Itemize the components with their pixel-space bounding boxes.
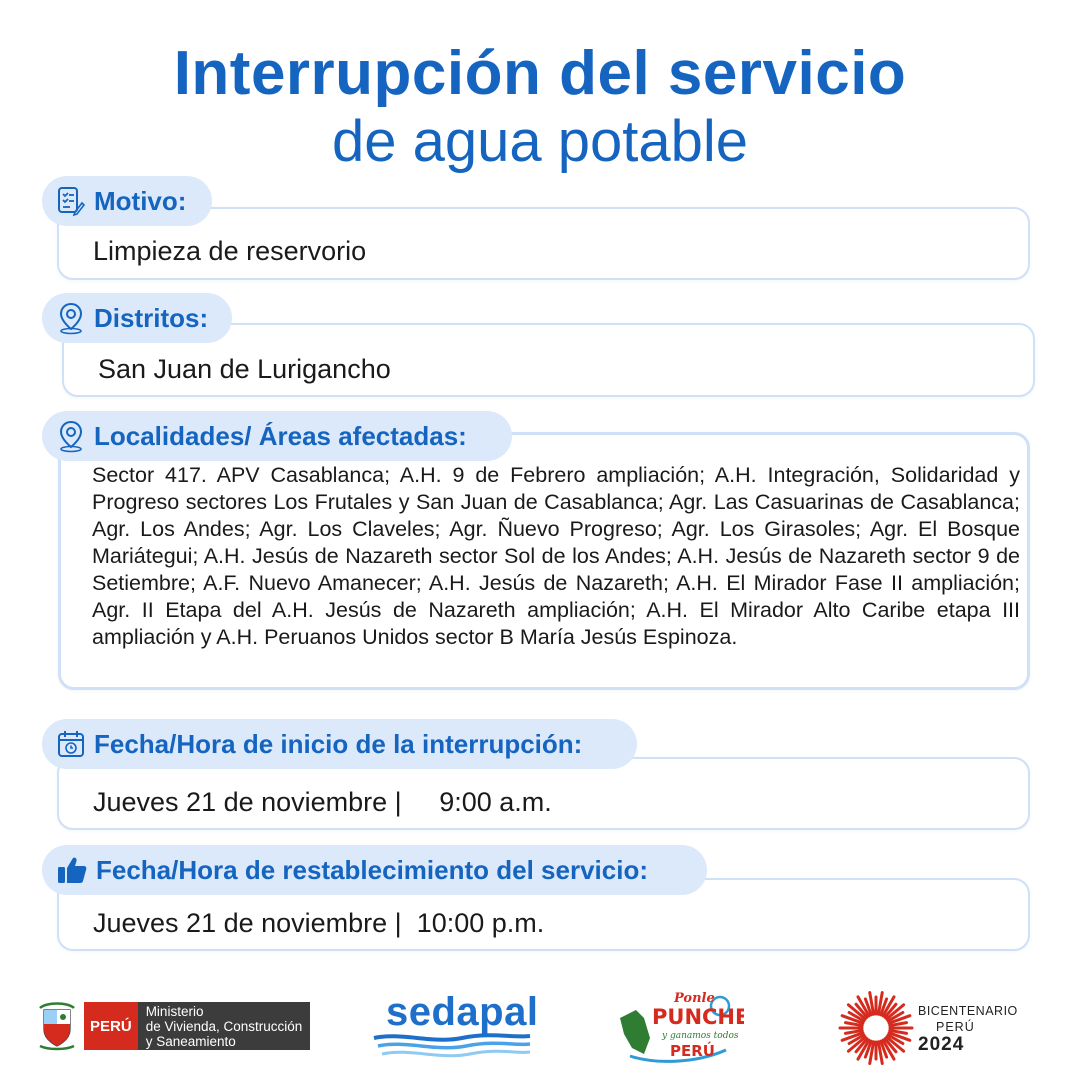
punche-text-2: PUNCHE (652, 1005, 744, 1029)
restablecimiento-label: Fecha/Hora de restablecimiento del servicio: (96, 854, 648, 885)
inicio-pill (42, 719, 637, 769)
page-title: Interrupción del servicio (173, 39, 907, 108)
inicio-value: Jueves 21 de noviembre | 9:00 a.m. (93, 787, 552, 817)
distritos-value: San Juan de Lurigancho (98, 354, 391, 384)
punche-text-4: PERÚ (670, 1042, 715, 1060)
restablecimiento-pill (42, 845, 707, 895)
distritos-pill (42, 293, 232, 343)
ponle-punche-logo (614, 988, 744, 1068)
localidades-pill (42, 411, 512, 461)
motivo-label: Motivo: (94, 185, 187, 216)
peru-coat-of-arms-icon (36, 1000, 78, 1052)
sedapal-logo (372, 990, 539, 1060)
localidades-value: Sector 417. APV Casablanca; A.H. 9 de Febrero ampliación; A.H. Integración, Solidaridad y Progreso sectores Los Frutales y San Juan de Casablanca; Agr. Las Casuarinas de Casablanca; Agr. Los Andes; Agr. Los Claveles; Agr. Ñuevo Progreso; Agr. Los Girasoles; Agr. El Bosque Mariátegui; A.H. Jesús de Nazareth sector Sol de los Andes; A.H. Jesús de Nazareth sector 9 de Setiembre; A.F. Nuevo Amanecer; A.H. Jesús de Nazareth; A.H. El Mirador Fase II ampliación; Agr. II Etapa del A.H. Jesús de Nazareth ampliación; A.H. El Mirador Alto Caribe etapa III ampliación y A.H. Peruanos Unidos sector B María Jesús Espinoza. (92, 463, 1020, 649)
calendar-clock-icon (56, 729, 86, 759)
ministerio-line1: Ministerio (145, 1003, 204, 1019)
localidades-label: Localidades/ Áreas afectadas: (94, 420, 467, 451)
thumbs-up-icon (56, 855, 88, 885)
bicentenario-logo (836, 988, 1046, 1068)
restablecimiento-value: Jueves 21 de noviembre | 10:00 p.m. (93, 908, 545, 938)
checklist-icon (56, 185, 86, 217)
punche-text-1: Ponle (674, 991, 715, 1006)
bicentenario-year: 2024 (918, 1034, 965, 1055)
bicentenario-peru: PERÚ (936, 1020, 975, 1034)
distritos-label: Distritos: (94, 302, 209, 333)
ministerio-line2: de Vivienda, Construcción (145, 1018, 303, 1034)
motivo-pill (42, 176, 212, 226)
ministerio-name (138, 1002, 311, 1050)
peru-map-fist-icon (614, 988, 744, 1068)
water-waves-icon (372, 1030, 532, 1060)
ministerio-logo (36, 1000, 310, 1052)
punche-text-3: y ganamos todos (662, 1031, 739, 1041)
inicio-label: Fecha/Hora de inicio de la interrupción: (94, 728, 583, 759)
bicentenario-sun-icon (836, 988, 916, 1068)
location-pin-icon (56, 419, 86, 453)
sedapal-name: sedapal (386, 990, 539, 1034)
location-pin-icon (56, 301, 86, 335)
peru-label: PERÚ (84, 1002, 138, 1050)
bicentenario-text: BICENTENARIO (918, 1004, 1018, 1018)
ministerio-line3: y Saneamiento (145, 1033, 236, 1049)
motivo-value: Limpieza de reservorio (93, 236, 367, 266)
page-subtitle: de agua potable (331, 109, 749, 174)
